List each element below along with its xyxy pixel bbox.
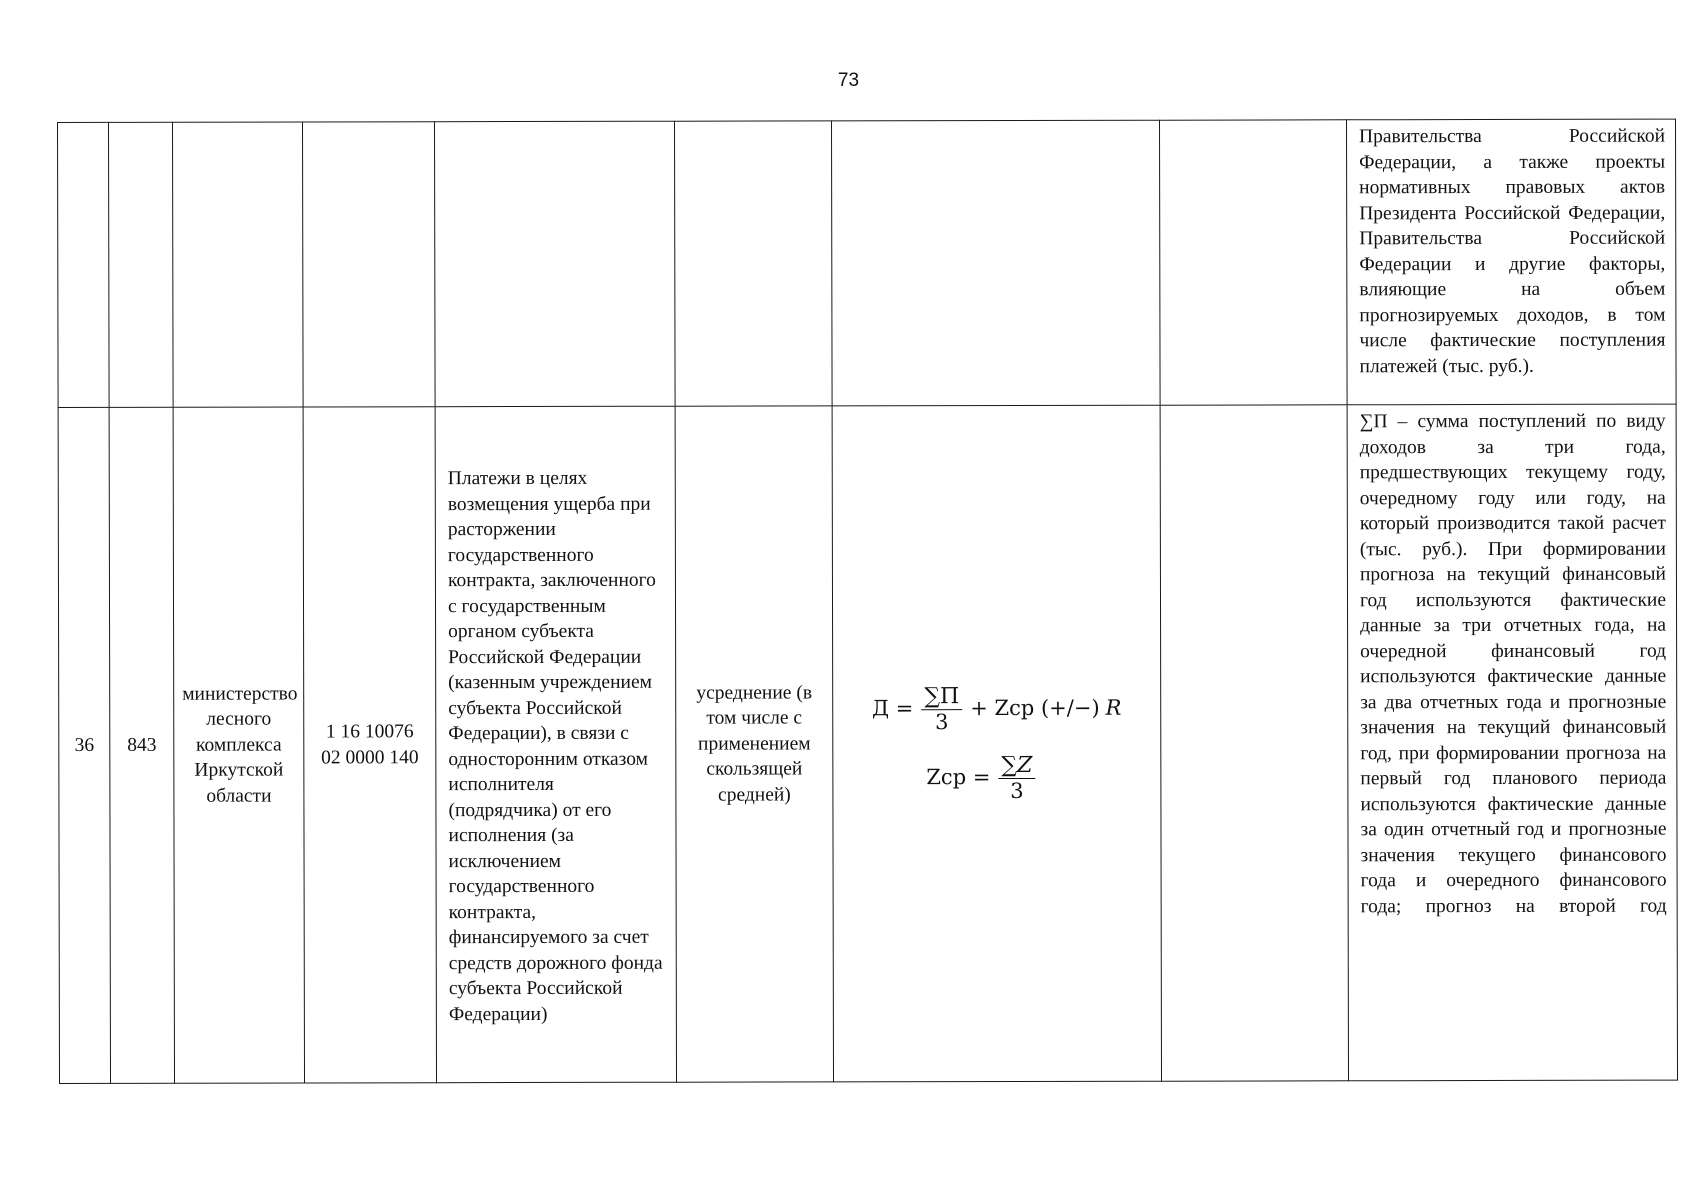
- formula-fraction: [921, 683, 962, 734]
- kbk-line-1: 1 16 10076: [325, 721, 414, 743]
- cell-administrator: [173, 122, 304, 407]
- formula-forecast: [872, 685, 1122, 733]
- formula-var-r: R: [1105, 696, 1122, 721]
- revenue-forecast-table: [57, 119, 1678, 1084]
- formula2-lhs: Zср =: [926, 765, 991, 790]
- cell-formula: [832, 405, 1161, 1082]
- formula-lhs: Д =: [871, 696, 914, 721]
- formula2-numerator: ∑Z: [998, 754, 1035, 778]
- cell-notes: [1347, 404, 1677, 1081]
- cell-kbk: [303, 407, 436, 1083]
- table-row-36: [58, 404, 1677, 1083]
- cell-code: 843: [109, 407, 174, 1083]
- cell-number: 36: [58, 407, 110, 1083]
- page-number: 73: [837, 70, 860, 91]
- notes-text: ∑П – сумма поступлений по виду доходов за три года, предшествующих текущему году, очередному году или году, на который производится такой расчет (тыс. руб.). При формировании прогноза на текущий финансовый год используются фактические данные за три отчетных года, на очередной финансовый год используются фактические данные за два отчетных года и прогнозные значения на текущий финансовый год, при формировании прогноза на первый год планового периода используются фактические данные за один отчетный год и прогнозные значения текущего финансового года и очередного финансового года; прогноз на второй год: [1359, 410, 1667, 917]
- formula2-fraction: [998, 754, 1035, 801]
- cell-algorithm: [1159, 120, 1347, 405]
- cell-description: [435, 121, 676, 407]
- formula-tail: + Zср (+/−): [970, 696, 1100, 721]
- cell-method: усреднение (в том числе с применением скользящей средней): [675, 406, 833, 1082]
- cell-formula: [831, 120, 1160, 406]
- formula2-denominator: 3: [1010, 778, 1024, 803]
- cell-description: Платежи в целях возмещения ущерба при расторжении государственного контракта, заключенного с государственным органом субъекта Российской Федерации (казенным учреждением субъекта Российской Федерации), в связи с односторонним отказом исполнителя (подрядчика) от его исполнения (за исключением государственного контракта, финансируемого за счет средств дорожного фонда субъекта Российской Федерации): [435, 406, 676, 1083]
- cell-administrator: министерство лесного комплекса Иркутской области: [173, 407, 304, 1083]
- notes-text: Правительства Российской Федерации, а также проекты нормативных правовых актов Президента Российской Федерации, Правительства Российской Федерации и другие факторы, влияющие на объем прогнозируемых доходов, в том числе фактические поступления платежей (тыс. руб.).: [1359, 125, 1666, 377]
- table-row-continuation: [58, 119, 1677, 407]
- cell-number: [58, 122, 110, 407]
- kbk-line-2: 02 0000 140: [321, 746, 419, 768]
- cell-code: [109, 122, 174, 407]
- formula-denominator: 3: [935, 709, 949, 734]
- formula-numerator: ∑П: [921, 686, 962, 710]
- cell-method: [674, 121, 832, 406]
- formula-average: [926, 754, 1037, 801]
- cell-notes: [1346, 119, 1676, 405]
- cell-kbk: [303, 122, 436, 407]
- cell-algorithm: [1160, 405, 1348, 1081]
